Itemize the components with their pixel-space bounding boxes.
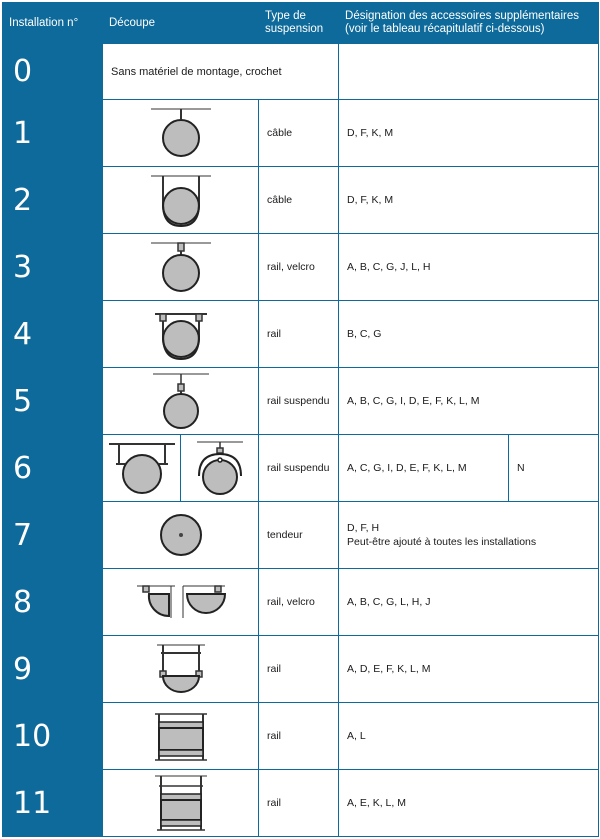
installation-number: 5 bbox=[3, 368, 103, 435]
decoupe-figure bbox=[103, 368, 259, 435]
suspension-type: rail suspendu bbox=[259, 368, 339, 435]
decoupe-figure bbox=[103, 770, 259, 837]
decoupe-figure bbox=[103, 569, 259, 636]
decoupe-figure bbox=[103, 703, 259, 770]
table-header-row bbox=[3, 3, 599, 44]
circle-rail-short-icon bbox=[141, 237, 221, 297]
row-designation: A, B, C, G, L, H, J bbox=[339, 569, 599, 636]
suspension-type: câble bbox=[259, 167, 339, 234]
circle-cable-single-icon bbox=[141, 103, 221, 163]
decoupe-figure bbox=[103, 234, 259, 301]
circle-cable-double-icon bbox=[141, 170, 221, 230]
table-row bbox=[3, 44, 599, 100]
installation-number: 8 bbox=[3, 569, 103, 636]
table-row bbox=[3, 770, 599, 837]
decoupe-figure bbox=[103, 636, 259, 703]
table-row bbox=[3, 435, 599, 502]
installation-number: 7 bbox=[3, 502, 103, 569]
table-row bbox=[3, 703, 599, 770]
quarter-circle-wall-icon bbox=[121, 574, 241, 630]
table-row bbox=[3, 100, 599, 167]
rectangle-frame-icon bbox=[141, 706, 221, 766]
table-row bbox=[3, 301, 599, 368]
suspension-type: rail, velcro bbox=[259, 234, 339, 301]
header-designation: Désignation des accessoires supplémentaires (voir le tableau récapitulatif ci-dessous) bbox=[339, 3, 599, 44]
header-type: Type de suspension bbox=[259, 3, 339, 44]
decoupe-figure bbox=[103, 502, 259, 569]
installation-number: 1 bbox=[3, 100, 103, 167]
installation-number: 11 bbox=[3, 770, 103, 837]
header-installation: Installation n° bbox=[3, 3, 103, 44]
circle-hanger-icon bbox=[105, 438, 179, 498]
installation-number: 4 bbox=[3, 301, 103, 368]
installation-table bbox=[2, 2, 599, 837]
row-designation: D, F, K, M bbox=[339, 100, 599, 167]
installation-number: 10 bbox=[3, 703, 103, 770]
suspension-type: rail bbox=[259, 770, 339, 837]
table-row bbox=[3, 636, 599, 703]
decoupe-figure bbox=[103, 100, 259, 167]
row-designation: A, L bbox=[339, 703, 599, 770]
installation-number: 0 bbox=[3, 44, 103, 100]
row-description: Sans matériel de montage, crochet bbox=[103, 44, 339, 100]
suspension-type: câble bbox=[259, 100, 339, 167]
table-row bbox=[3, 234, 599, 301]
half-circle-suspended-icon bbox=[141, 639, 221, 699]
header-decoupe: Découpe bbox=[103, 3, 259, 44]
decoupe-figure bbox=[103, 167, 259, 234]
row-designation: A, D, E, F, K, L, M bbox=[339, 636, 599, 703]
circle-center-dot-icon bbox=[141, 505, 221, 565]
suspension-type: rail bbox=[259, 301, 339, 368]
row-designation bbox=[339, 44, 599, 100]
rectangle-frame-suspended-icon bbox=[141, 772, 221, 834]
suspension-type: rail bbox=[259, 703, 339, 770]
row-designation: A, E, K, L, M bbox=[339, 770, 599, 837]
designation-note: Peut-être ajouté à toutes les installations bbox=[347, 536, 537, 548]
table-row bbox=[3, 167, 599, 234]
installation-number: 2 bbox=[3, 167, 103, 234]
suspension-type: rail suspendu bbox=[259, 435, 339, 502]
row-extra: N bbox=[509, 435, 599, 502]
row-designation: A, B, C, G, J, L, H bbox=[339, 234, 599, 301]
row-designation: B, C, G bbox=[339, 301, 599, 368]
row-designation: A, B, C, G, I, D, E, F, K, L, M bbox=[339, 368, 599, 435]
suspension-type: rail bbox=[259, 636, 339, 703]
installation-number: 6 bbox=[3, 435, 103, 502]
table-row bbox=[3, 502, 599, 569]
suspension-type: tendeur bbox=[259, 502, 339, 569]
suspension-type: rail, velcro bbox=[259, 569, 339, 636]
row-designation: D, F, K, M bbox=[339, 167, 599, 234]
decoupe-figure-a bbox=[103, 435, 181, 502]
decoupe-figure-b bbox=[181, 435, 259, 502]
row-designation bbox=[339, 502, 599, 569]
circle-hanger-hook-icon bbox=[183, 438, 257, 498]
circle-rail-bracket-icon bbox=[141, 304, 221, 364]
row-designation: A, C, G, I, D, E, F, K, L, M bbox=[339, 435, 509, 502]
designation-codes: D, F, H bbox=[347, 522, 380, 534]
table-row bbox=[3, 569, 599, 636]
installation-number: 9 bbox=[3, 636, 103, 703]
decoupe-figure bbox=[103, 301, 259, 368]
circle-rail-suspended-icon bbox=[141, 370, 221, 432]
table-row bbox=[3, 368, 599, 435]
installation-number: 3 bbox=[3, 234, 103, 301]
